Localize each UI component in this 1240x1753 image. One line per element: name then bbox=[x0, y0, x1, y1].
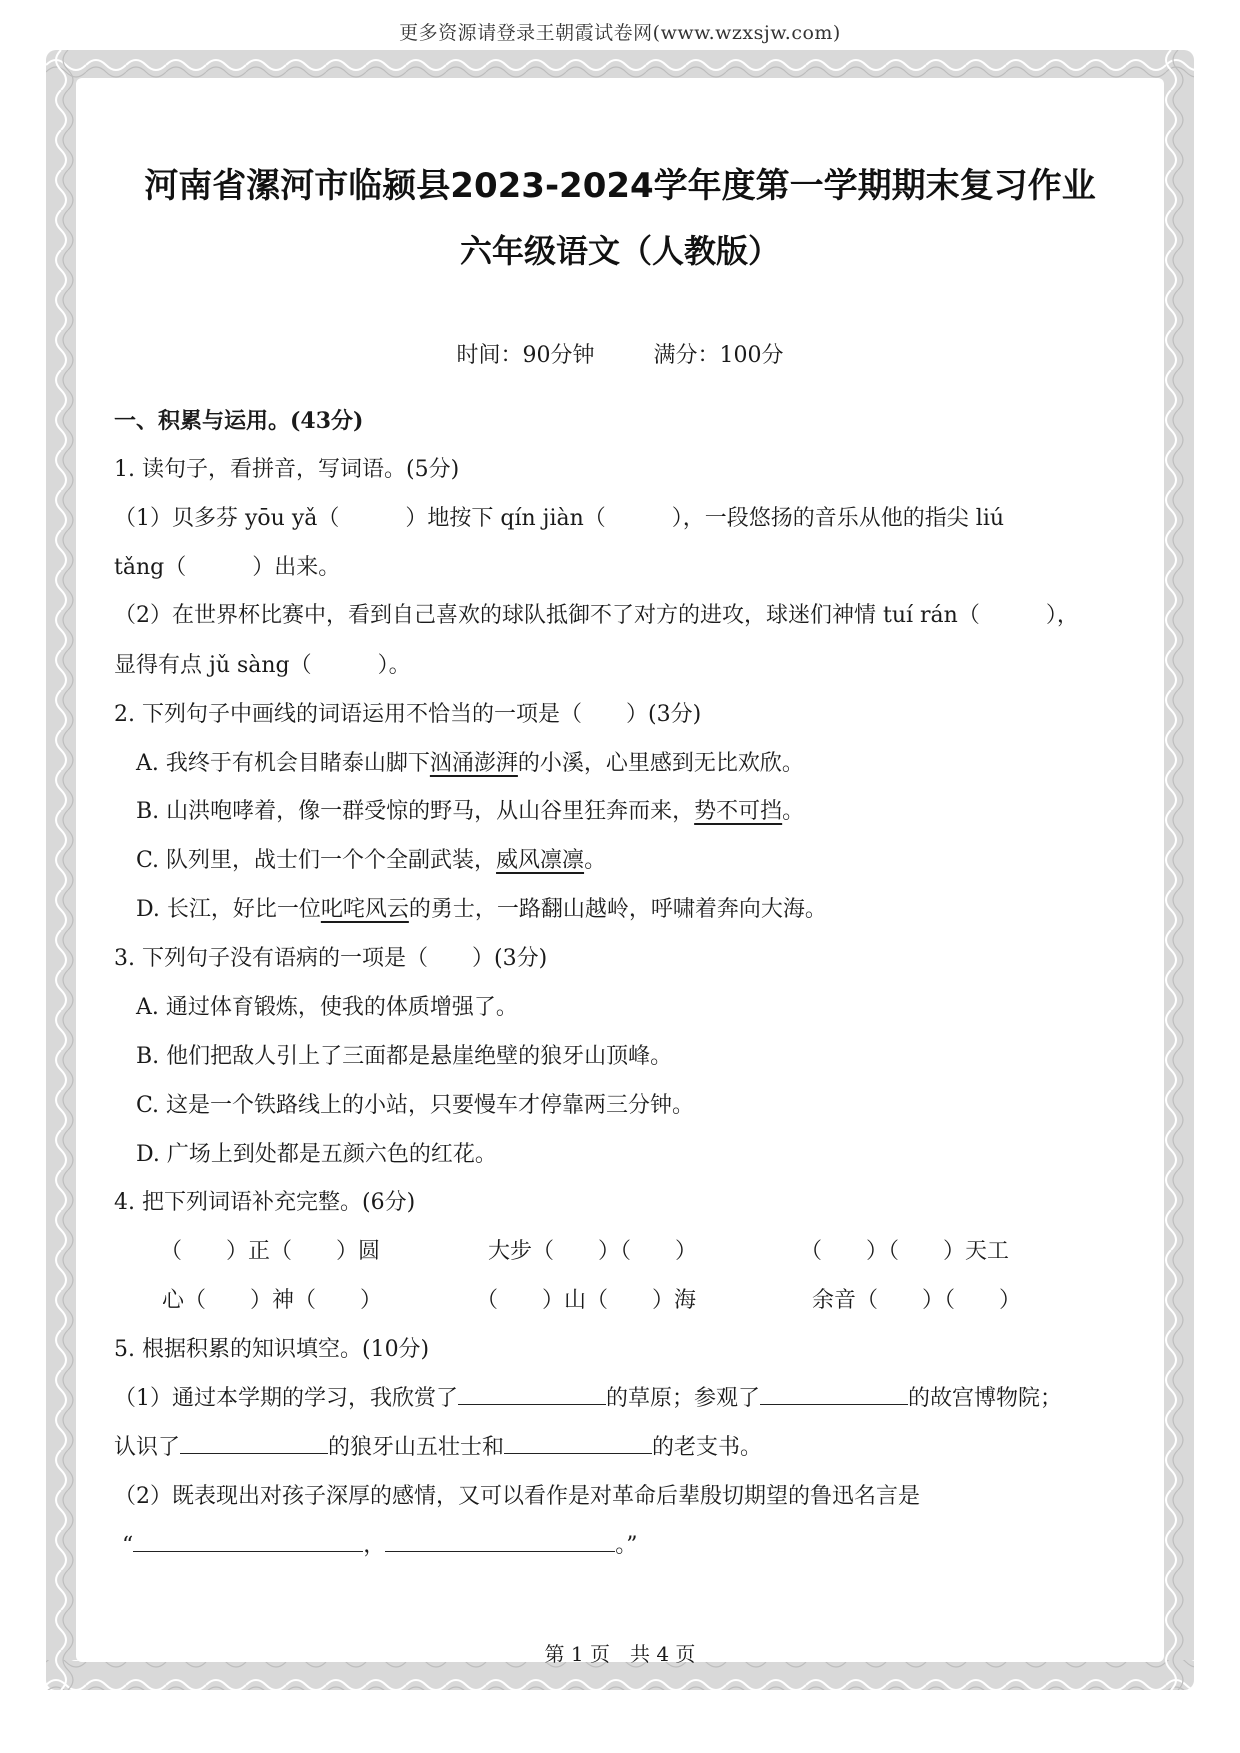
idiom-blank: （ ）（ ）天工 bbox=[800, 1239, 1010, 1264]
question-5-sentence-2: （2）既表现出对孩子深厚的感情，又可以看作是对革命后辈殷切期望的鲁迅名言是 bbox=[114, 1484, 920, 1509]
quote-mark: “ bbox=[122, 1533, 134, 1558]
question-2-option-a bbox=[136, 746, 804, 777]
option-text: C. 队列里，战士们一个个全副武装， bbox=[136, 848, 497, 873]
answer-blank[interactable] bbox=[760, 1403, 908, 1405]
question-1-sentence-2a: （2）在世界杯比赛中，看到自己喜欢的球队抵御不了对方的进攻，球迷们神情 tuí rán（ ）， bbox=[114, 603, 1079, 628]
page-number: 第 1 页 共 4 页 bbox=[544, 1642, 696, 1666]
question-3-option-d: D. 广场上到处都是五颜六色的红花。 bbox=[136, 1142, 497, 1167]
question-2-option-c bbox=[136, 843, 606, 874]
underlined-word: 势不可挡 bbox=[694, 799, 783, 824]
option-text: D. 长江，好比一位 bbox=[136, 897, 321, 922]
fill-text: （1）通过本学期的学习，我欣赏了 bbox=[114, 1386, 458, 1411]
underlined-word: 威风凛凛 bbox=[496, 848, 585, 873]
question-4-stem: 4. 把下列词语补充完整。(6分) bbox=[114, 1190, 416, 1215]
question-2-option-d bbox=[136, 892, 827, 923]
idiom-blank: 大步（ ）（ ） bbox=[488, 1239, 698, 1264]
option-text: 。 bbox=[584, 848, 607, 873]
underlined-word: 汹涌澎湃 bbox=[429, 751, 518, 776]
exam-meta bbox=[0, 338, 1240, 369]
fill-text: 的狼牙山五壮士和 bbox=[328, 1435, 505, 1460]
option-text: B. 山洪咆哮着，像一群受惊的野马，从山谷里狂奔而来， bbox=[136, 799, 695, 824]
idiom-blank: 心（ ）神（ ） bbox=[162, 1288, 383, 1313]
document-title: 河南省漯河市临颍县2023-2024学年度第一学期期末复习作业 bbox=[144, 166, 1096, 206]
question-3-option-b: B. 他们把敌人引上了三面都是悬崖绝壁的狼牙山顶峰。 bbox=[136, 1044, 673, 1069]
idiom-blank: 余音（ ）（ ） bbox=[812, 1288, 1022, 1313]
section-heading: 一、积累与运用。(43分) bbox=[114, 408, 364, 434]
question-3-stem: 3. 下列句子没有语病的一项是（ ）(3分) bbox=[114, 946, 548, 971]
comma: ， bbox=[363, 1533, 386, 1558]
question-2-stem: 2. 下列句子中画线的词语运用不恰当的一项是（ ）(3分) bbox=[114, 702, 702, 727]
question-5-sentence-2-blanks bbox=[122, 1528, 638, 1559]
option-text: 的小溪，心里感到无比欢欣。 bbox=[517, 751, 804, 776]
underlined-word: 叱咤风云 bbox=[320, 897, 409, 922]
question-1-sentence-2b: 显得有点 jǔ sàng（ ）。 bbox=[114, 653, 411, 678]
exam-time: 时间：90分钟 bbox=[456, 343, 595, 368]
option-text: 。 bbox=[782, 799, 805, 824]
answer-blank[interactable] bbox=[133, 1550, 363, 1552]
quote-mark: 。” bbox=[615, 1533, 638, 1558]
option-text: A. 我终于有机会目睹泰山脚下 bbox=[136, 751, 430, 776]
question-5-stem: 5. 根据积累的知识填空。(10分) bbox=[114, 1337, 430, 1362]
exam-score: 满分：100分 bbox=[653, 343, 784, 368]
answer-blank[interactable] bbox=[458, 1403, 606, 1405]
idiom-blank: （ ）正（ ）圆 bbox=[160, 1239, 381, 1264]
answer-blank[interactable] bbox=[180, 1452, 328, 1454]
question-1-sentence-1a: （1）贝多芬 yōu yǎ（ ）地按下 qín jiàn（ ），一段悠扬的音乐从他的指尖 liú bbox=[114, 506, 1005, 531]
fill-text: 认识了 bbox=[114, 1435, 181, 1460]
watermark-text: 更多资源请登录王朝霞试卷网(www.wzxsjw.com) bbox=[399, 22, 841, 44]
fill-text: 的草原；参观了 bbox=[606, 1386, 761, 1411]
question-2-option-b bbox=[136, 794, 804, 825]
question-1-stem: 1. 读句子，看拼音，写词语。(5分) bbox=[114, 457, 460, 482]
document-subtitle: 六年级语文（人教版） bbox=[459, 232, 780, 270]
question-3-option-c: C. 这是一个铁路线上的小站，只要慢车才停靠两三分钟。 bbox=[136, 1093, 695, 1118]
option-text: 的勇士，一路翻山越岭，呼啸着奔向大海。 bbox=[408, 897, 827, 922]
answer-blank[interactable] bbox=[504, 1452, 652, 1454]
question-5-sentence-1b bbox=[114, 1430, 762, 1461]
question-3-option-a: A. 通过体育锻炼，使我的体质增强了。 bbox=[136, 995, 518, 1020]
question-1-sentence-1b: tǎng（ ）出来。 bbox=[114, 555, 341, 580]
fill-text: 的老支书。 bbox=[652, 1435, 763, 1460]
question-5-sentence-1a bbox=[114, 1381, 1062, 1412]
idiom-blank: （ ）山（ ）海 bbox=[476, 1288, 697, 1313]
fill-text: 的故宫博物院； bbox=[908, 1386, 1063, 1411]
answer-blank[interactable] bbox=[385, 1550, 615, 1552]
